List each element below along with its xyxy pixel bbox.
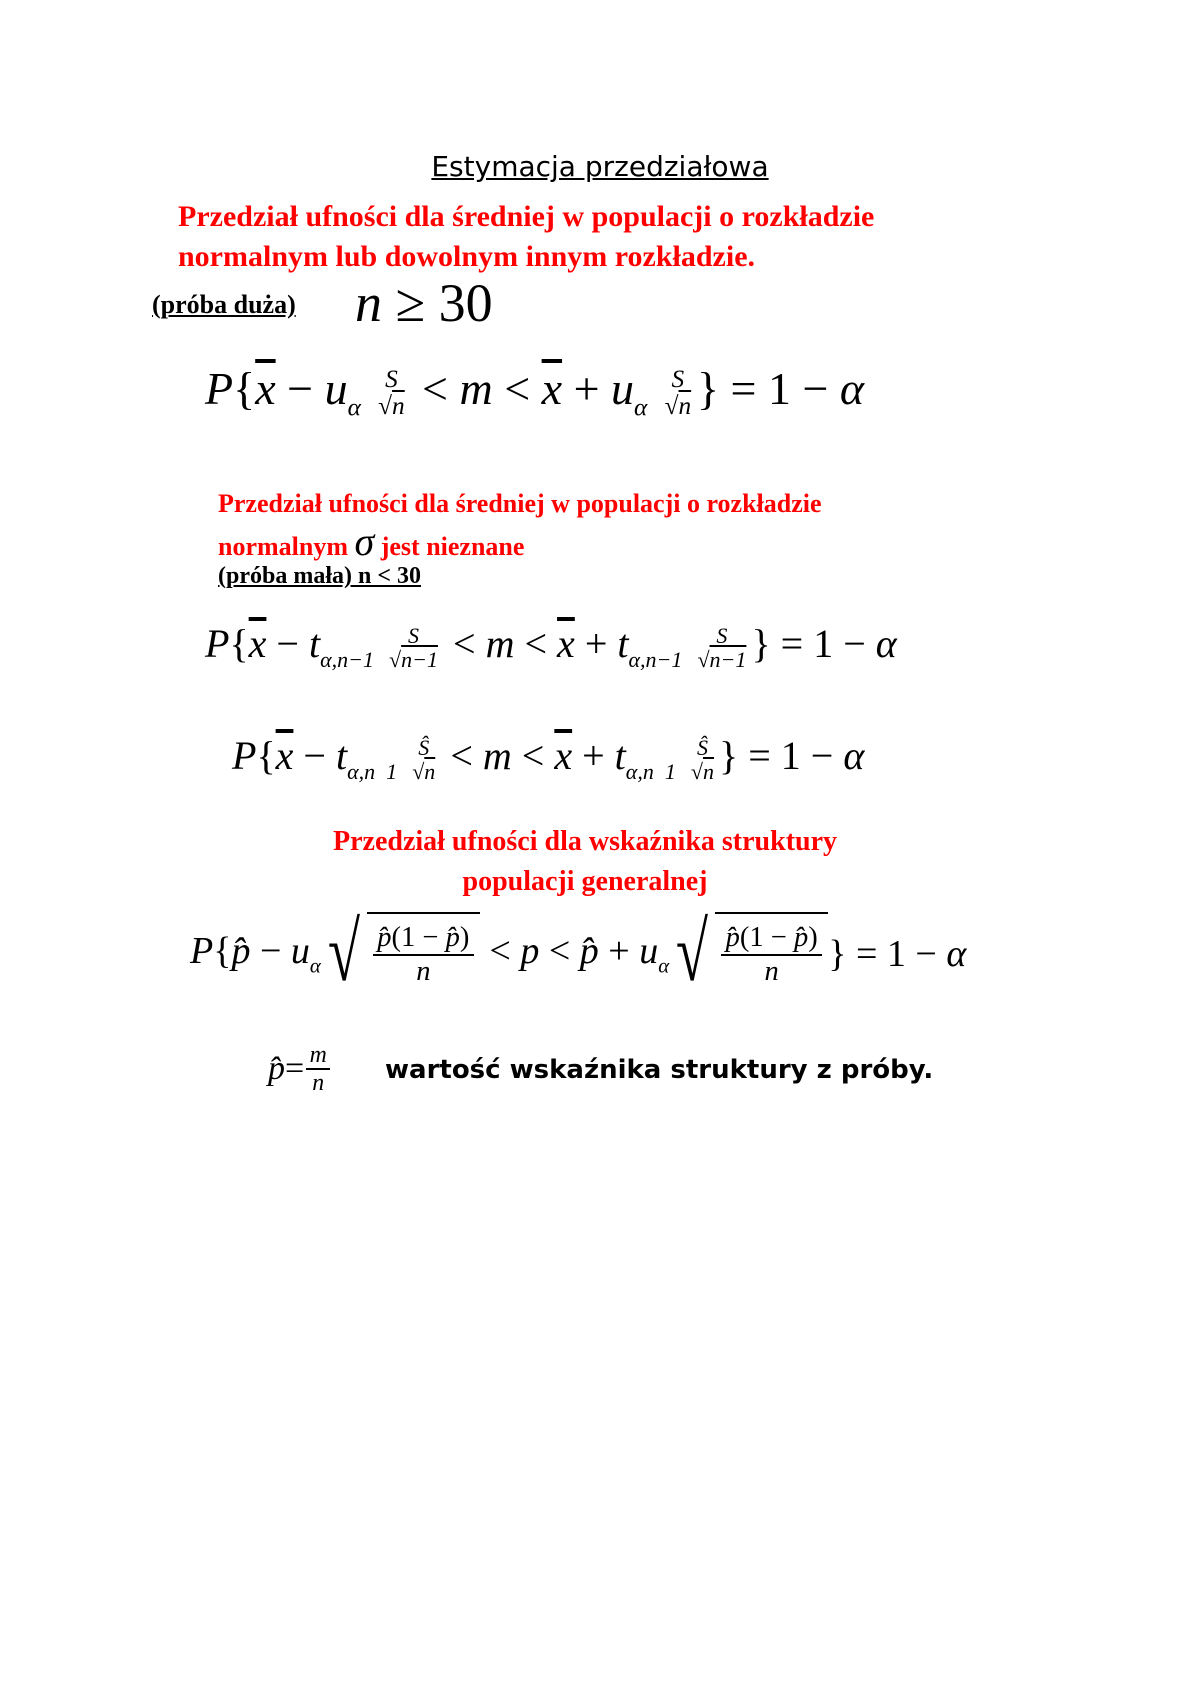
- proportion-definition-formula: p̂ = $\frac{m}{n}$: [268, 1042, 332, 1096]
- sample-size-label-small: (próba mała) n < 30: [218, 563, 422, 589]
- section1-heading-line1: Przedział ufności dla średniej w populacji o rozkładzie: [178, 200, 875, 233]
- formula-mean-small-sample-alt: $P\{\overline{x} - t_{\alpha,n 1}$ Ŝ √n < $m < \overline{x} + t_{\alpha,n 1}$ Ŝ √n } = 1 − α: [232, 733, 865, 784]
- formula-mean-small-sample: $P\{\overline{x} - t_{\alpha,n-1}$ S √n−1 < $m < \overline{x} + t_{\alpha,n-1}$ S √n−1 } = 1 − α: [205, 621, 897, 672]
- sample-size-label-large: (próba duża): [152, 290, 296, 319]
- sqrt-term-left: √ $\frac{p̂(1 - p̂)}{n}$: [321, 912, 480, 996]
- section1-heading-line2: normalnym lub dowolnym innym rozkładzie.: [178, 240, 756, 273]
- section3-heading: [300, 822, 870, 902]
- proportion-definition-text: wartość wskaźnika struktury z próby.: [385, 1055, 934, 1085]
- section2-heading-line2: normalnym σ jest nieznane: [218, 519, 525, 564]
- page-title: Estymacja przedziałowa: [431, 150, 769, 183]
- sample-size-condition: n ≥ 30: [355, 273, 493, 333]
- section3-heading-line1: Przedział ufności dla wskaźnika struktury: [332, 826, 838, 857]
- sigma-symbol: σ: [354, 519, 375, 564]
- formula-mean-large-sample: $P\{\overline{x} - u_\alpha$ S √n < $m < \overline{x} + u_\alpha$ S √n } = 1 − α: [205, 363, 865, 422]
- formula-proportion: P{p̂ − $u_\alpha$ √ $\frac{p̂(1 - p̂)}{n}$ < p < p̂ + $u_\alpha$ √ $\frac{p̂(1 - p̂)}{n}$ } = 1 − α: [190, 907, 967, 999]
- section2-heading: [218, 485, 822, 566]
- section3-heading-line2: populacji generalnej: [462, 866, 708, 897]
- section2-heading-line1: Przedział ufności dla średniej w populacji o rozkładzie: [218, 489, 822, 518]
- sqrt-term-right: √ $\frac{p̂(1 - p̂)}{n}$: [669, 912, 828, 996]
- section1-heading: [178, 197, 874, 277]
